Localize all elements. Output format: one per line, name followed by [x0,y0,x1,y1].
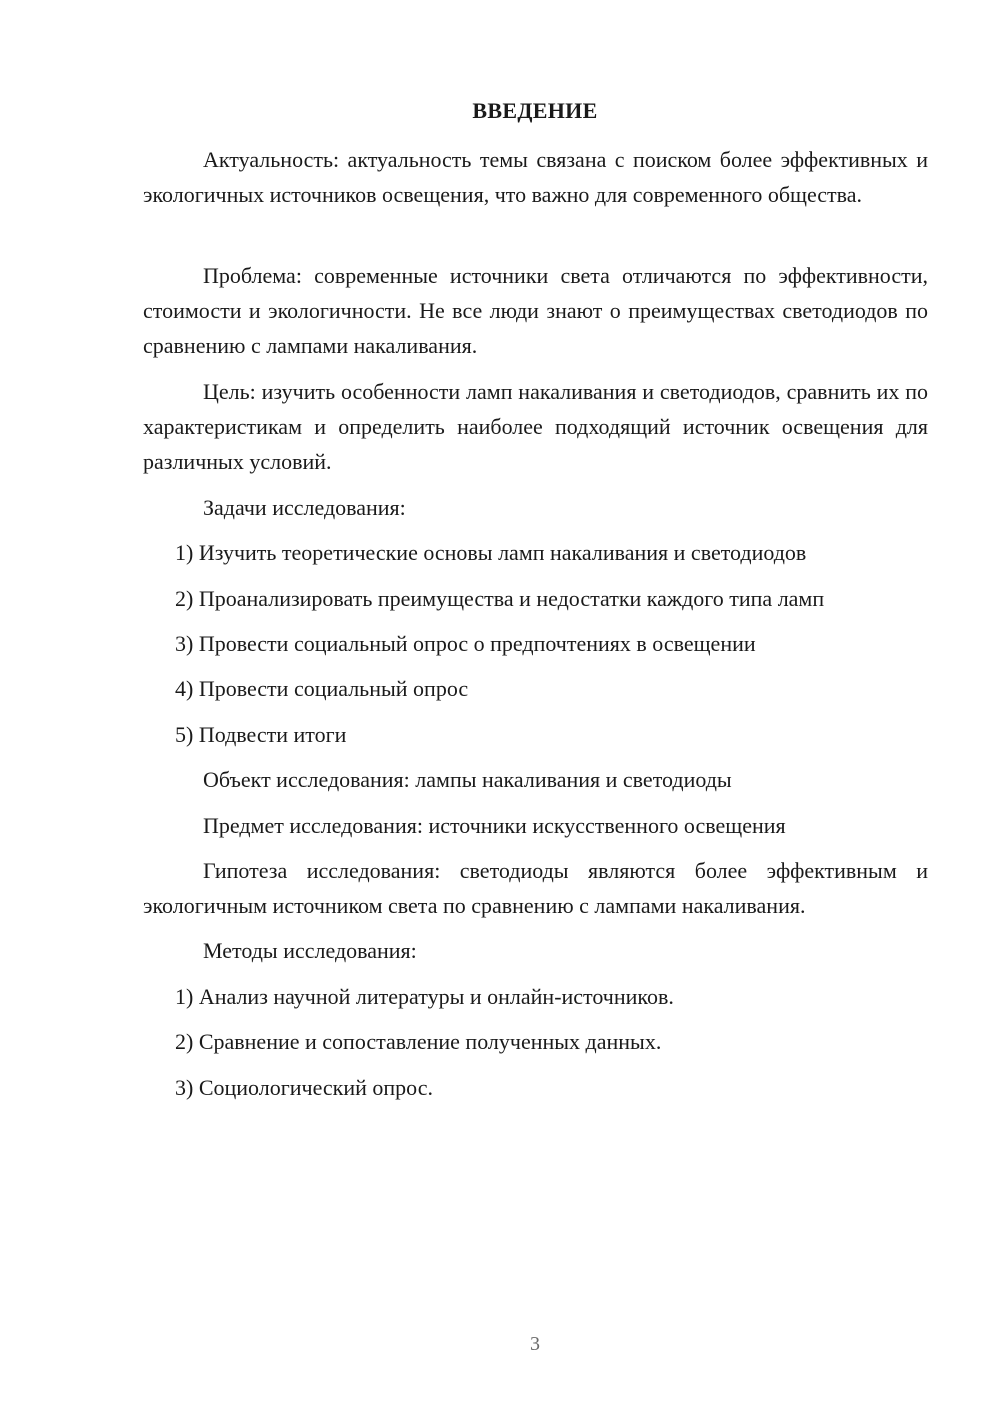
tasks-heading-block [143,490,928,525]
page-title: ВВЕДЕНИЕ [472,98,598,123]
methods-item-2-block [143,1024,928,1059]
tasks-item-5-block [143,717,928,752]
tasks-item-2-block [143,581,928,616]
goal-paragraph: Цель: изучить особенности ламп накаливания и светодиодов, сравнить их по характеристикам и определить наиболее подходящий источник освещения для различных условий. [143,379,928,474]
task-item: 4) Провести социальный опрос [175,676,469,701]
relevance-paragraph-block [143,142,928,212]
methods-heading-block [143,933,928,968]
task-item: 5) Подвести итоги [175,722,347,747]
problem-paragraph-block [143,258,928,363]
tasks-heading: Задачи исследования: [203,495,406,520]
tasks-item-3-block [143,626,928,661]
method-item: 1) Анализ научной литературы и онлайн-источников. [175,984,674,1009]
goal-paragraph-block [143,374,928,479]
methods-heading: Методы исследования: [203,938,417,963]
methods-item-3-block [143,1070,928,1105]
relevance-paragraph: Актуальность: актуальность темы связана с поиском более эффективных и экологичных источников освещения, что важно для современного общества. [143,147,928,207]
subject-block [143,808,928,843]
problem-paragraph: Проблема: современные источники света отличаются по эффективности, стоимости и экологичности. Не все люди знают о преимуществах светодиодов по сравнению с лампами накаливания. [143,263,928,358]
task-item: 2) Проанализировать преимущества и недостатки каждого типа ламп [175,586,825,611]
research-object: Объект исследования: лампы накаливания и светодиоды [203,767,732,792]
research-hypothesis: Гипотеза исследования: светодиоды являются более эффективным и экологичным источником света по сравнению с лампами накаливания. [143,858,928,918]
task-item: 3) Провести социальный опрос о предпочтениях в освещении [175,631,756,656]
page-number: 3 [530,1333,540,1355]
research-subject: Предмет исследования: источники искусственного освещения [203,813,786,838]
method-item: 3) Социологический опрос. [175,1075,433,1100]
object-block [143,762,928,797]
hypothesis-block [143,853,928,923]
task-item: 1) Изучить теоретические основы ламп накаливания и светодиодов [175,540,807,565]
method-item: 2) Сравнение и сопоставление полученных данных. [175,1029,662,1054]
methods-item-1-block [143,979,928,1014]
tasks-item-4-block [143,671,928,706]
tasks-item-1-block [143,535,928,570]
